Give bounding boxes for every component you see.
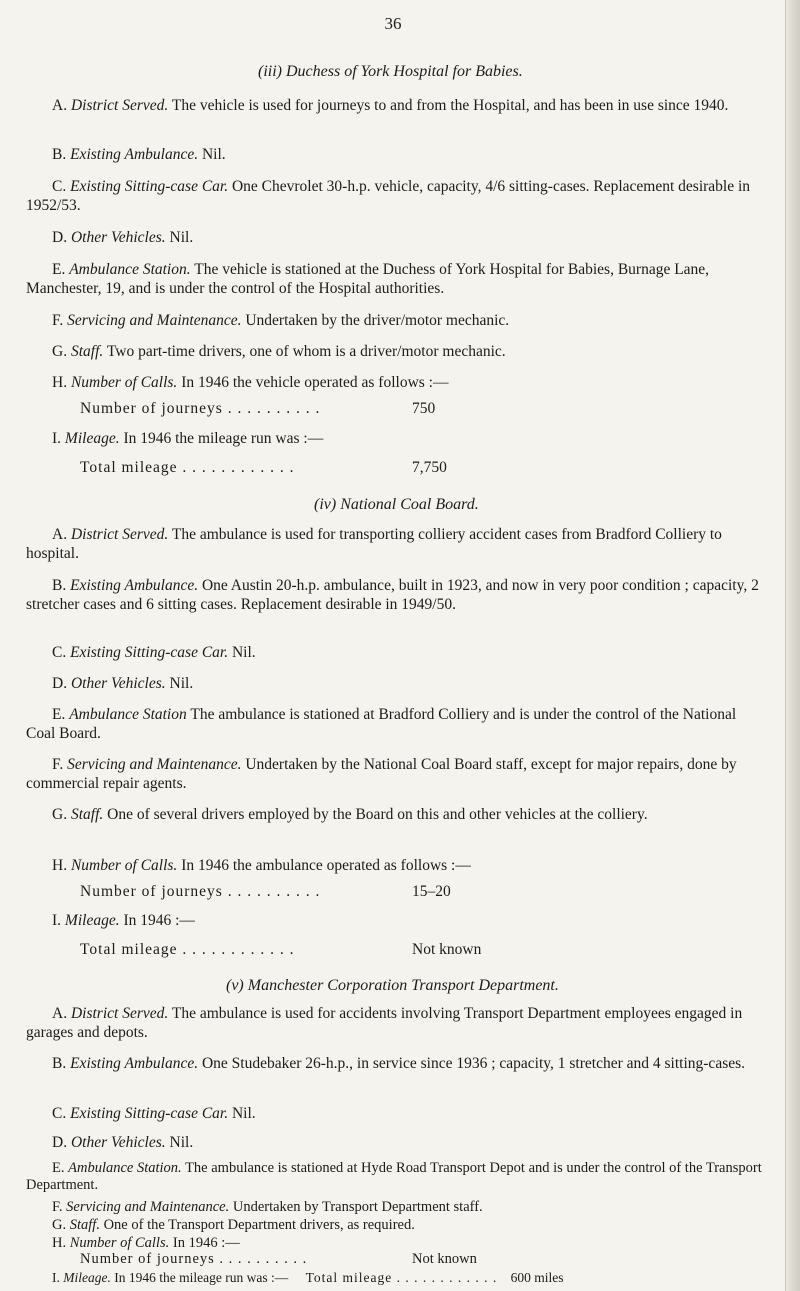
item-heading: District Served. [70,97,169,114]
item-heading: Existing Ambulance. [70,577,199,594]
item-text: Nil. [201,146,226,163]
item-g [26,805,766,824]
item-letter: H. [52,1235,67,1251]
item-heading: Existing Ambulance. [70,146,199,163]
row-value: 600 miles [510,1270,564,1285]
item-heading: Other Vehicles. [70,675,166,692]
item-h [52,856,471,875]
item-d [52,674,193,693]
item-heading: Other Vehicles. [70,1134,166,1151]
item-text: The ambulance is used for accidents involving Transport Department employees engaged in garages and depots. [26,1005,743,1041]
item-heading: Existing Ambulance. [70,1055,199,1072]
item-letter: B. [52,577,67,594]
item-heading: Existing Sitting-case Car. [70,178,229,195]
item-h [52,373,449,392]
row-label: Total mileage . . . . . . . . . . . . [305,1270,498,1285]
item-e [26,1160,766,1194]
item-letter: D. [52,675,68,692]
item-b [26,576,766,614]
item-i [52,911,195,930]
item-text: The ambulance is stationed at Hyde Road Transport Depot and is under the control of the Transport Department. [26,1160,762,1193]
item-text: One Chevrolet 30-h.p. vehicle, capacity, 4/6 sitting-cases. Replacement desirable in 1952/53. [26,178,751,214]
page-number: 36 [384,14,402,33]
item-text: Nil. [231,644,256,661]
item-letter: I. [52,1270,60,1285]
item-heading: Existing Sitting-case Car. [70,1105,229,1122]
item-text: Undertaken by Transport Department staff. [232,1199,483,1215]
item-letter: G. [52,806,68,823]
item-letter: B. [52,146,67,163]
item-letter: H. [52,857,68,874]
item-a [26,1004,766,1042]
row-label: Number of journeys . . . . . . . . . . [80,883,321,900]
item-heading: Number of Calls. [70,374,178,391]
item-d [52,1133,193,1152]
item-f [26,755,766,793]
item-e [26,705,766,743]
item-e [26,260,766,298]
item-text: One of the Transport Department drivers, as required. [103,1217,415,1233]
item-c [52,643,256,662]
item-letter: C. [52,178,67,195]
item-text: Undertaken by the National Coal Board staff, except for major repairs, done by commercial repair agents. [26,756,737,792]
item-i [52,1270,563,1286]
item-text: Nil. [169,1134,194,1151]
item-text: The ambulance is stationed at Bradford Colliery and is under the control of the National Coal Board. [26,706,737,742]
section-title: (iv) National Coal Board. [314,496,479,513]
item-letter: A. [52,97,68,114]
item-heading: Staff. [70,806,104,823]
item-letter: C. [52,1105,67,1122]
item-letter: E. [52,261,66,278]
item-letter: I. [52,912,62,929]
item-letter: A. [52,526,68,543]
row-value: 750 [412,400,436,417]
item-b [52,145,226,164]
item-heading: Mileage. [63,1270,111,1285]
item-heading: Ambulance Station. [68,1160,182,1176]
item-heading: Servicing and Maintenance. [67,756,242,773]
row-label: Number of journeys . . . . . . . . . . [80,1251,308,1267]
item-g [52,342,506,361]
item-text: In 1946 the mileage run was :— [114,1270,289,1285]
item-heading: Other Vehicles. [70,229,166,246]
item-letter: B. [52,1055,67,1072]
item-letter: E. [52,1160,65,1176]
page-edge [785,0,800,1291]
item-text: In 1946 :— [172,1235,240,1251]
item-a [26,96,766,115]
item-text: The vehicle is stationed at the Duchess of York Hospital for Babies, Burnage Lane, Manchester, 19, and is under the control of the Hospital authorities. [26,261,710,297]
item-text: One Austin 20-h.p. ambulance, built in 1923, and now in very poor condition ; capacity, 2 stretcher cases and 6 sitting cases. Replacement desirable in 1949/50. [26,577,759,613]
item-g [52,1217,415,1234]
item-letter: F. [52,756,64,773]
item-heading: District Served. [70,1005,169,1022]
row-value: 15–20 [412,883,451,900]
item-letter: G. [52,1217,67,1233]
item-text: Nil. [169,675,194,692]
item-heading: Mileage. [64,912,120,929]
item-d [52,228,193,247]
item-heading: Existing Sitting-case Car. [70,644,229,661]
row-value: Not known [412,1251,477,1267]
item-heading: Staff. [70,343,104,360]
item-text: In 1946 :— [123,912,195,929]
item-letter: E. [52,706,66,723]
item-a [26,525,766,563]
item-h [52,1235,240,1252]
item-i [52,429,323,448]
item-c [52,1104,256,1123]
item-heading: Servicing and Maintenance. [66,1199,230,1215]
item-text: Nil. [231,1105,256,1122]
item-text: Two part-time drivers, one of whom is a driver/motor mechanic. [106,343,506,360]
item-text: One Studebaker 26-h.p., in service since 1936 ; capacity, 1 stretcher and 4 sitting-cases. [201,1055,746,1072]
item-letter: F. [52,312,64,329]
item-letter: C. [52,644,67,661]
row-label: Total mileage . . . . . . . . . . . . [80,459,295,476]
item-text: The ambulance is used for transporting colliery accident cases from Bradford Colliery to hospital. [26,526,722,562]
row-label: Total mileage . . . . . . . . . . . . [80,941,295,958]
item-text: In 1946 the vehicle operated as follows :— [181,374,449,391]
item-heading: Servicing and Maintenance. [67,312,242,329]
section-title: (v) Manchester Corporation Transport Department. [226,977,559,994]
item-text: In 1946 the mileage run was :— [123,430,324,447]
item-text: One of several drivers employed by the Board on this and other vehicles at the colliery. [107,806,648,823]
item-f [52,311,509,330]
item-heading: District Served. [70,526,169,543]
item-letter: H. [52,374,68,391]
item-heading: Number of Calls. [69,1235,170,1251]
item-heading: Number of Calls. [70,857,178,874]
row-label: Number of journeys . . . . . . . . . . [80,400,321,417]
item-heading: Staff. [69,1217,100,1233]
item-letter: G. [52,343,68,360]
item-c [26,177,766,215]
item-letter: I. [52,430,62,447]
item-heading: Ambulance Station [69,706,187,723]
item-letter: A. [52,1005,68,1022]
item-letter: D. [52,1134,68,1151]
item-text: In 1946 the ambulance operated as follows :— [181,857,471,874]
item-heading: Ambulance Station. [69,261,191,278]
item-heading: Mileage. [64,430,120,447]
row-value: 7,750 [412,459,447,476]
item-text: The vehicle is used for journeys to and from the Hospital, and has been in use since 1940. [171,97,729,114]
section-title: (iii) Duchess of York Hospital for Babies. [258,63,523,80]
item-letter: F. [52,1199,63,1215]
item-letter: D. [52,229,68,246]
item-b [26,1054,766,1073]
item-text: Undertaken by the driver/motor mechanic. [245,312,510,329]
row-value: Not known [412,941,482,958]
item-text: Nil. [169,229,194,246]
item-f [52,1199,483,1216]
